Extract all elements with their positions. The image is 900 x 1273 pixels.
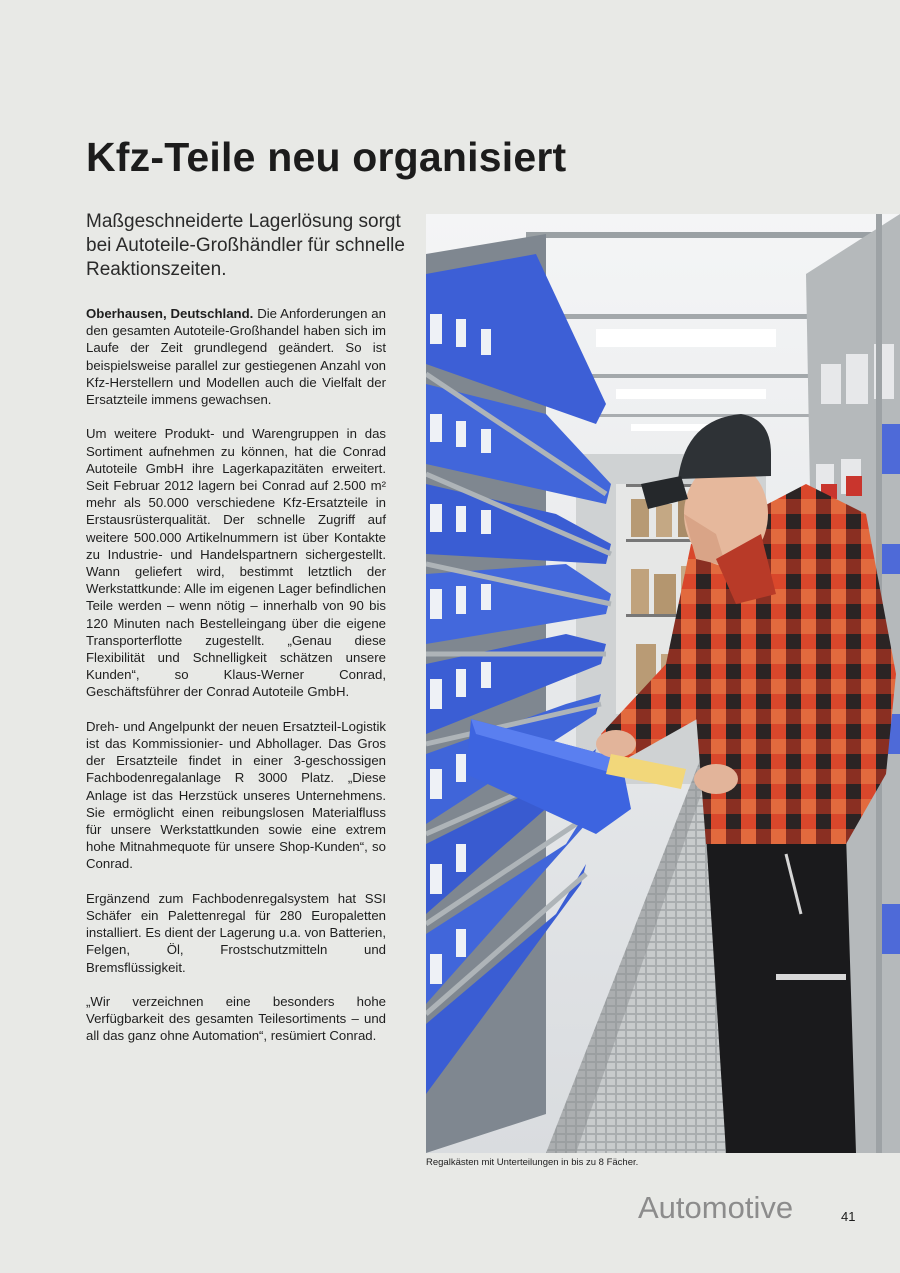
paragraph-4: Ergänzend zum Fachbodenregalsystem hat SSI Schäfer ein Palettenregal für 280 Europaletten installiert. Es dient der Lagerung u.a. von Batterien, Felgen, Öl, Frostschutzmitteln und Bremsflüssigkeit. [86, 890, 386, 975]
paragraph-1-text: Die Anforderungen an den gesamten Autoteile-Großhandel haben sich im Laufe der Zeit grundlegend geändert. So ist beispielsweise parallel zur gestiegenen Anzahl von Kfz-Herstellern und Modellen auch die Vielfalt der Ersatzteile immens gewachsen. [86, 306, 386, 408]
warehouse-photo [426, 214, 900, 1153]
warehouse-illustration [426, 214, 900, 1153]
photo-caption: Regalkästen mit Unterteilungen in bis zu 8 Fächer. [426, 1157, 639, 1168]
paragraph-3: Dreh- und Angelpunkt der neuen Ersatzteil-Logistik ist das Kommissionier- und Abhollager. Das Gros der Ersatzteile findet in einer 3-geschossigen Fachbodenregalanlage R 3000 Platz. „Diese Anlage ist das Herzstück unseres Unternehmens. Sie ermöglicht einen reibungslosen Materialfluss für unsere Werkstattkunden sowie eine extrem hohe Mitnahmequote für unsere Shop-Kunden“, so Conrad. [86, 718, 386, 872]
section-label: Automotive [638, 1190, 794, 1225]
dateline: Oberhausen, Deutschland. [86, 306, 254, 321]
article-subtitle: Maßgeschneiderte Lagerlösung sorgt bei Autoteile-Großhändler für schnelle Reaktionszeiten. [86, 211, 405, 280]
paragraph-2: Um weitere Produkt- und Warengruppen in das Sortiment aufnehmen zu können, hat die Conrad Autoteile GmbH ihre Lagerkapazitäten erweitert. Seit Februar 2012 lagern bei Conrad auf 2.500 m² mehr als 50.000 verschiedene Kfz-Ersatzteile in Erstausrüsterqualität. Der schnelle Zugriff auf weitere 500.000 Artikelnummern ist über Kontakte zu Industrie- und Handelspartnern sichergestellt. Wann geliefert wird, bestimmt letztlich der Werkstattkunde: Alle im eigenen Lager befindlichen Teile werden – wenn nötig – innerhalb von 90 bis 120 Minuten nach Bestelleingang über die eigene Transporterflotte zugestellt. „Genau diese Flexibilität und Schnelligkeit schätzen unsere Kunden“, so Klaus-Werner Conrad, Geschäftsführer der Conrad Autoteile GmbH. [86, 426, 386, 700]
article-title: Kfz-Teile neu organisiert [86, 134, 567, 180]
paragraph-5: „Wir verzeichnen eine besonders hohe Verfügbarkeit des gesamten Teilesortiments – und all das ganz ohne Automation“, resümiert Conrad. [86, 994, 386, 1044]
paragraph-1 [86, 305, 386, 408]
article-body [86, 305, 386, 1062]
page-number: 41 [841, 1209, 856, 1224]
